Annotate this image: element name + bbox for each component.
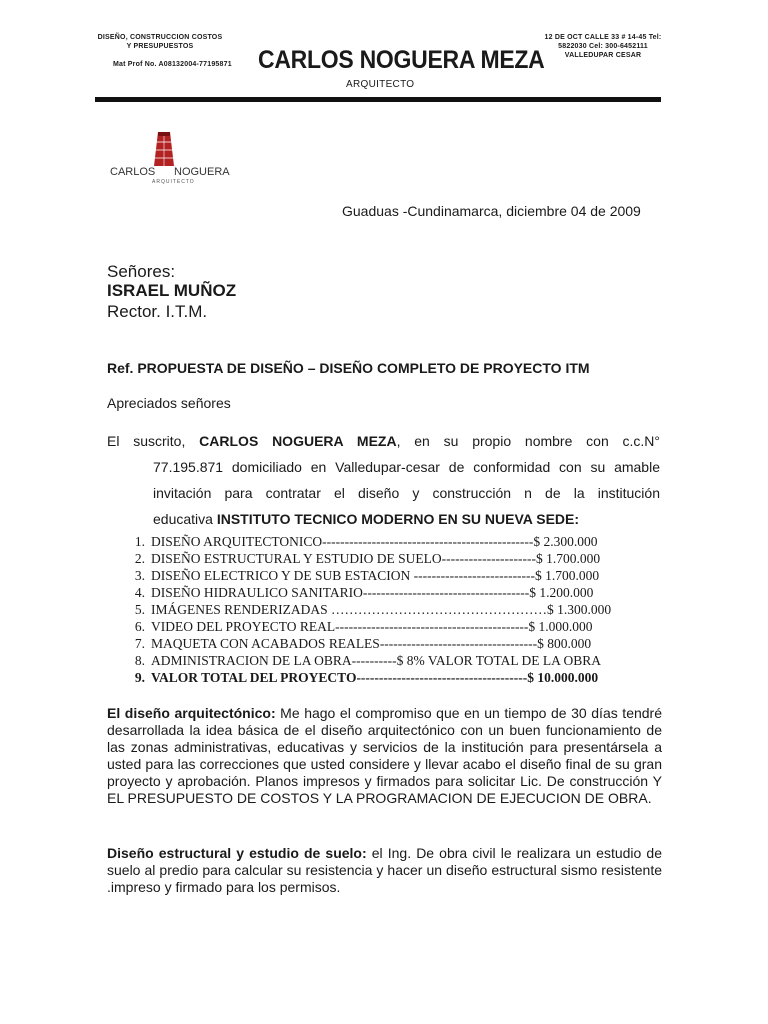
intro-author-name: CARLOS NOGUERA MEZA [199, 433, 397, 449]
letterhead-services [95, 33, 225, 51]
list-item [107, 533, 662, 550]
letter-date: Guaduas -Cundinamarca, diciembre 04 de 2009 [342, 203, 641, 219]
recipient-title: Rector. I.T.M. [107, 302, 208, 321]
list-item [107, 567, 662, 584]
recipient-name: ISRAEL MUÑOZ [107, 281, 237, 300]
structural-design-paragraph [107, 845, 662, 896]
letterhead-profession: ARQUITECTO [346, 79, 415, 90]
logo-tower-icon [154, 132, 174, 166]
list-item-text: ADMINISTRACION DE LA OBRA----------$ 8% VALOR TOTAL DE LA OBRA [151, 653, 602, 668]
structural-design-text: el Ing. De obra civil le realizara un estudio de suelo al predio para calcular su resistencia y hacer un diseño estructural sismo resistente .impreso y firmado para los permisos. [107, 845, 662, 895]
letterhead-services-line1: DISEÑO, CONSTRUCCION COSTOS [97, 34, 223, 41]
architectural-design-paragraph [107, 705, 662, 807]
list-item-text: IMÁGENES RENDERIZADAS …………………………………………$ 1.300.000 [151, 602, 612, 617]
list-item-number: 9. [134, 670, 145, 685]
letterhead-address-line1: 12 DE OCT CALLE 33 # 14-45 Tel: [544, 34, 662, 41]
logo-word-carlos: CARLOS [110, 166, 156, 178]
logo-tagline: ARQUITECTO [152, 179, 195, 185]
list-item-text: VIDEO DEL PROYECTO REAL-------------------------------------------$ 1.000.000 [151, 619, 593, 634]
logo-word-noguera: NOGUERA [174, 166, 230, 178]
list-item-number: 6. [134, 619, 145, 634]
letterhead-name: CARLOS NOGUERA MEZA [258, 46, 545, 74]
list-item-text: DISEÑO ARQUITECTONICO-----------------------------------------------$ 2.300.000 [151, 534, 598, 549]
letterhead-services-line2: Y PRESUPUESTOS [126, 43, 194, 50]
list-item [107, 550, 662, 567]
intro-text-start: El suscrito, [107, 433, 186, 449]
architectural-design-text: Me hago el compromiso que en un tiempo de 30 días tendré desarrollada la idea básica de el diseño arquitectónico con un buen funcionamiento de las zonas administrativas, educativas y servicios de la institución para presentársela a usted para las correcciones que usted considere y llevar acabo el diseño final de su gran proyecto y aprobación. Planos impresos y firmados para solicitar Lic. De construcción Y EL PRESUPUESTO DE COSTOS Y LA PROGRAMACION DE EJECUCION DE OBRA. [107, 705, 662, 806]
header-divider [95, 97, 661, 102]
list-item-text: DISEÑO HIDRAULICO SANITARIO-------------------------------------$ 1.200.000 [151, 585, 594, 600]
school-name: INSTITUTO TECNICO MODERNO EN SU NUEVA SEDE: [216, 511, 580, 527]
list-item-text: MAQUETA CON ACABADOS REALES-----------------------------------$ 800.000 [151, 636, 592, 651]
letterhead-address [538, 33, 668, 60]
list-item-text: DISEÑO ESTRUCTURAL Y ESTUDIO DE SUELO---------------------$ 1.700.000 [151, 551, 601, 566]
salutation: Señores: [107, 262, 176, 281]
structural-design-label: Diseño estructural y estudio de suelo: [107, 845, 367, 861]
list-item-number: 3. [134, 568, 145, 583]
architectural-design-label: El diseño arquitectónico: [107, 705, 276, 721]
letterhead-registration: Mat Prof No. A08132004-77195871 [113, 61, 232, 68]
list-item-number: 1. [134, 534, 145, 549]
letterhead-address-line2: 5822030 Cel: 300-6452111 [558, 43, 648, 50]
list-item-number: 7. [134, 636, 145, 651]
intro-line2: 77.195.871 domiciliado en Valledupar-cesar de conformidad con su amable [153, 459, 660, 475]
list-item [107, 618, 662, 635]
letterhead-address-line3: VALLEDUPAR CESAR [564, 52, 642, 59]
greeting: Apreciados señores [107, 395, 231, 411]
list-item [107, 584, 662, 601]
list-item-text: DISEÑO ELECTRICO Y DE SUB ESTACION ---------------------------$ 1.700.000 [151, 568, 600, 583]
list-item [107, 635, 662, 652]
reference-line: Ref. PROPUESTA DE DISEÑO – DISEÑO COMPLETO DE PROYECTO ITM [107, 360, 590, 376]
list-item-number: 2. [134, 551, 145, 566]
list-item-number: 8. [134, 653, 145, 668]
list-item-number: 5. [134, 602, 145, 617]
intro-line4 [153, 506, 660, 532]
intro-line3: invitación para contratar el diseño y construcción n de la institución [153, 485, 660, 501]
intro-text-id: , en su propio nombre con c.c.N° [396, 433, 661, 449]
cost-items-list [107, 533, 662, 686]
intro-line1 [107, 428, 660, 454]
intro-indented-lines [107, 454, 660, 532]
list-item [107, 601, 662, 618]
carlos-noguera-logo [104, 126, 234, 186]
list-item [107, 652, 662, 669]
list-item-number: 4. [134, 585, 145, 600]
list-item-text: VALOR TOTAL DEL PROYECTO--------------------------------------$ 10.000.000 [151, 670, 599, 685]
intro-paragraph [107, 428, 660, 532]
intro-text-educativa: educativa [153, 511, 213, 527]
list-item [107, 669, 662, 686]
